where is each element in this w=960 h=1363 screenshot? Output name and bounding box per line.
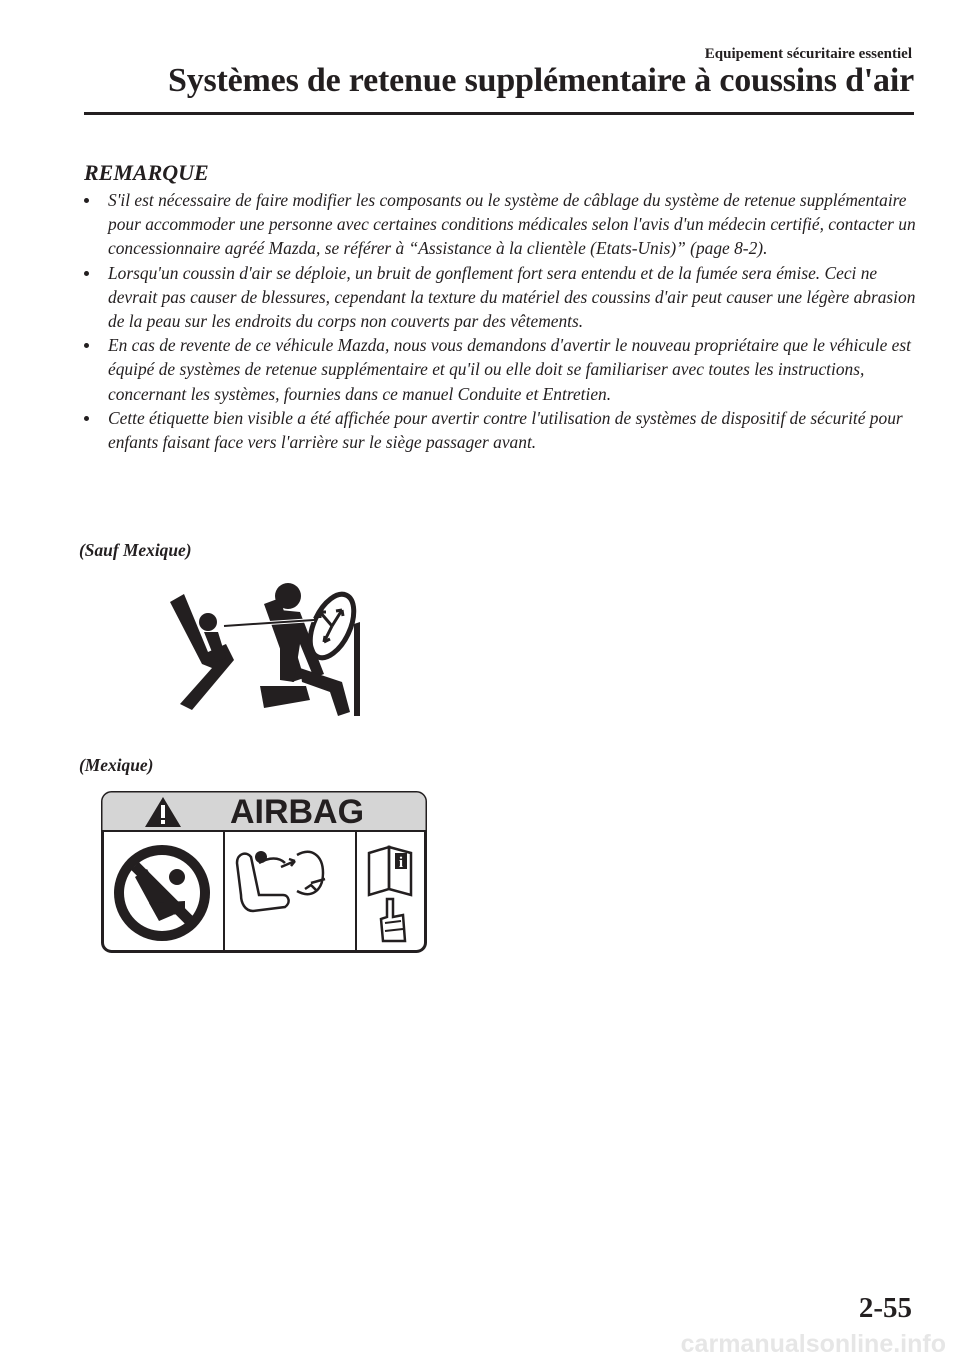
list-item: [84, 406, 919, 454]
bullet-icon: [84, 198, 89, 203]
footer-watermark: carmanualsonline.info: [680, 1330, 946, 1358]
airbag-warning-label: [101, 791, 427, 953]
info-glyph: i: [398, 855, 404, 871]
header-divider: [84, 112, 914, 115]
list-item-text: S'il est nécessaire de faire modifier les composants ou le système de câblage du système de retenue supplémentaire pour accommoder une personne avec certaines conditions médicales selon l'avis d'un médecin certifié, contacter un concessionnaire agréé Mazda, se référer à “Assistance à la clientèle (Etats-Unis)” (page 8-2).: [108, 190, 916, 259]
bullet-icon: [84, 343, 89, 348]
note-block: [84, 160, 919, 454]
list-item-text: En cas de revente de ce véhicule Mazda, nous vous demandons d'avertir le nouveau propriétaire que le véhicule est équipé de systèmes de retenue supplémentaire et qu'il ou elle doit se familiariser avec toutes les instructions, concernant les systèmes, fournies dans ce manuel Conduite et Entretien.: [108, 335, 911, 404]
rear-facing-child-seat-warning-icon: [164, 582, 364, 724]
note-title: REMARQUE: [84, 160, 209, 185]
bullet-icon: [84, 271, 89, 276]
no-child-seat-icon: [114, 845, 210, 941]
note-list: [84, 188, 919, 454]
label-sauf-mexique: (Sauf Mexique): [79, 540, 192, 560]
list-item: [84, 333, 919, 406]
list-item: [84, 261, 919, 334]
page-title: Systèmes de retenue supplémentaire à coussins d'air: [168, 62, 914, 99]
label-mexique: (Mexique): [79, 755, 154, 775]
airbag-label-title: AIRBAG: [229, 793, 365, 831]
bullet-icon: [84, 416, 89, 421]
list-item-text: Lorsqu'un coussin d'air se déploie, un bruit de gonflement fort sera entendu et de la fumée sera émise. Ceci ne devrait pas causer de blessures, cependant la texture du matériel des coussins d'air peut causer une légère abrasion de la peau sur les endroits du corps non couverts par des vêtements.: [108, 262, 916, 332]
section-header: Equipement sécuritaire essentiel: [704, 46, 912, 62]
page-number: 2-55: [858, 1292, 912, 1324]
list-item-text: Cette étiquette bien visible a été affichée pour avertir contre l'utilisation de systèmes de dispositif de sécurité pour enfants faisant face vers l'arrière sur le siège passager avant.: [108, 407, 903, 453]
list-item: [84, 188, 919, 261]
